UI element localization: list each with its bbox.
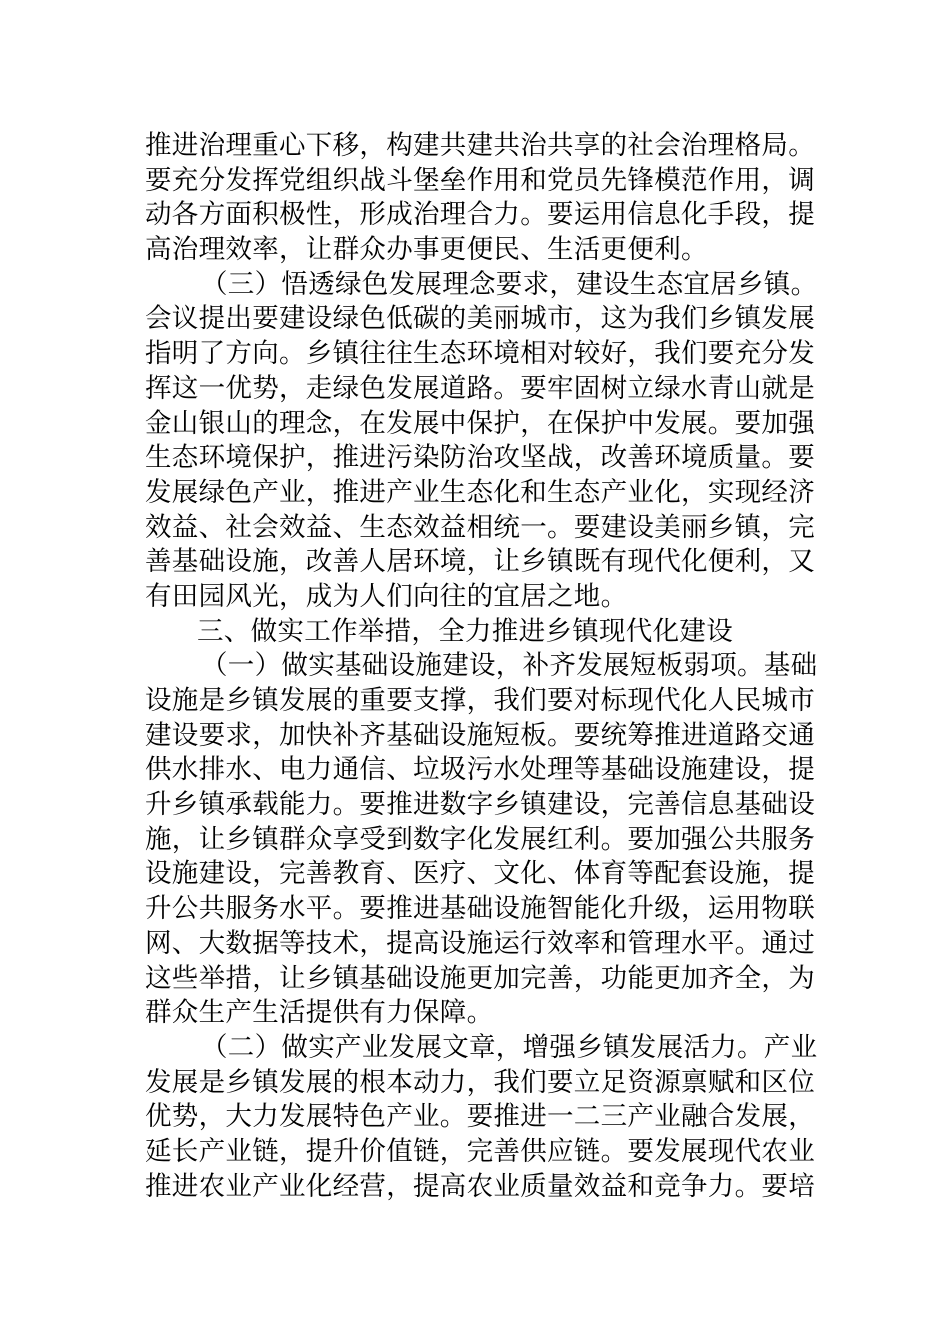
- text-line: 供水排水、电力通信、垃圾污水处理等基础设施建设，提: [145, 754, 815, 786]
- text-line: 推进治理重心下移，构建共建共治共享的社会治理格局。: [145, 130, 815, 161]
- text-line: 升乡镇承载能力。要推进数字乡镇建设，完善信息基础设: [145, 789, 815, 821]
- text-line: 有田园风光，成为人们向往的宜居之地。: [145, 580, 628, 612]
- text-line: 设施建设，完善教育、医疗、文化、体育等配套设施，提: [145, 858, 815, 890]
- text-line: 建设要求，加快补齐基础设施短板。要统筹推进道路交通: [145, 719, 815, 751]
- text-line: 施，让乡镇群众享受到数字化发展红利。要加强公共服务: [145, 823, 815, 855]
- text-line: 升公共服务水平。要推进基础设施智能化升级，运用物联: [145, 893, 815, 925]
- text-line: 推进农业产业化经营，提高农业质量效益和竞争力。要培: [145, 1170, 815, 1202]
- section-heading: 三、做实工作举措，全力推进乡镇现代化建设: [197, 615, 733, 647]
- text-line: 会议提出要建设绿色低碳的美丽城市，这为我们乡镇发展: [145, 303, 815, 335]
- subheading-line: （二）做实产业发展文章，增强乡镇发展活力。产业: [201, 1031, 818, 1063]
- text-line: 这些举措，让乡镇基础设施更加完善，功能更加齐全，为: [145, 962, 815, 994]
- text-line: 发展是乡镇发展的根本动力，我们要立足资源禀赋和区位: [145, 1066, 815, 1098]
- text-line: 高治理效率，让群众办事更便民、生活更便利。: [145, 234, 708, 266]
- text-line: 金山银山的理念，在发展中保护，在保护中发展。要加强: [145, 407, 815, 439]
- body-text: [145, 129, 818, 1204]
- text-line: 网、大数据等技术，提高设施运行效率和管理水平。通过: [145, 927, 815, 959]
- text-line: 生态环境保护，推进污染防治攻坚战，改善环境质量。要: [145, 442, 815, 474]
- text-line: 发展绿色产业，推进产业生态化和生态产业化，实现经济: [145, 476, 815, 508]
- text-line: 效益、社会效益、生态效益相统一。要建设美丽乡镇，完: [145, 511, 815, 543]
- text-line: 优势，大力发展特色产业。要推进一二三产业融合发展，: [145, 1101, 815, 1133]
- text-line: 动各方面积极性，形成治理合力。要运用信息化手段，提: [145, 199, 815, 231]
- text-line: 指明了方向。乡镇往往生态环境相对较好，我们要充分发: [145, 338, 815, 370]
- text-line: 挥这一优势，走绿色发展道路。要牢固树立绿水青山就是: [145, 372, 815, 404]
- text-line: 善基础设施，改善人居环境，让乡镇既有现代化便利，又: [145, 546, 815, 578]
- subheading-line: （三）悟透绿色发展理念要求，建设生态宜居乡镇。: [201, 268, 818, 300]
- text-line: 群众生产生活提供有力保障。: [145, 997, 494, 1029]
- subheading-line: （一）做实基础设施建设，补齐发展短板弱项。基础: [201, 650, 818, 682]
- text-line: 设施是乡镇发展的重要支撑，我们要对标现代化人民城市: [145, 685, 815, 716]
- text-line: 延长产业链，提升价值链，完善供应链。要发展现代农业: [145, 1135, 815, 1167]
- text-line: 要充分发挥党组织战斗堡垒作用和党员先锋模范作用，调: [145, 164, 815, 196]
